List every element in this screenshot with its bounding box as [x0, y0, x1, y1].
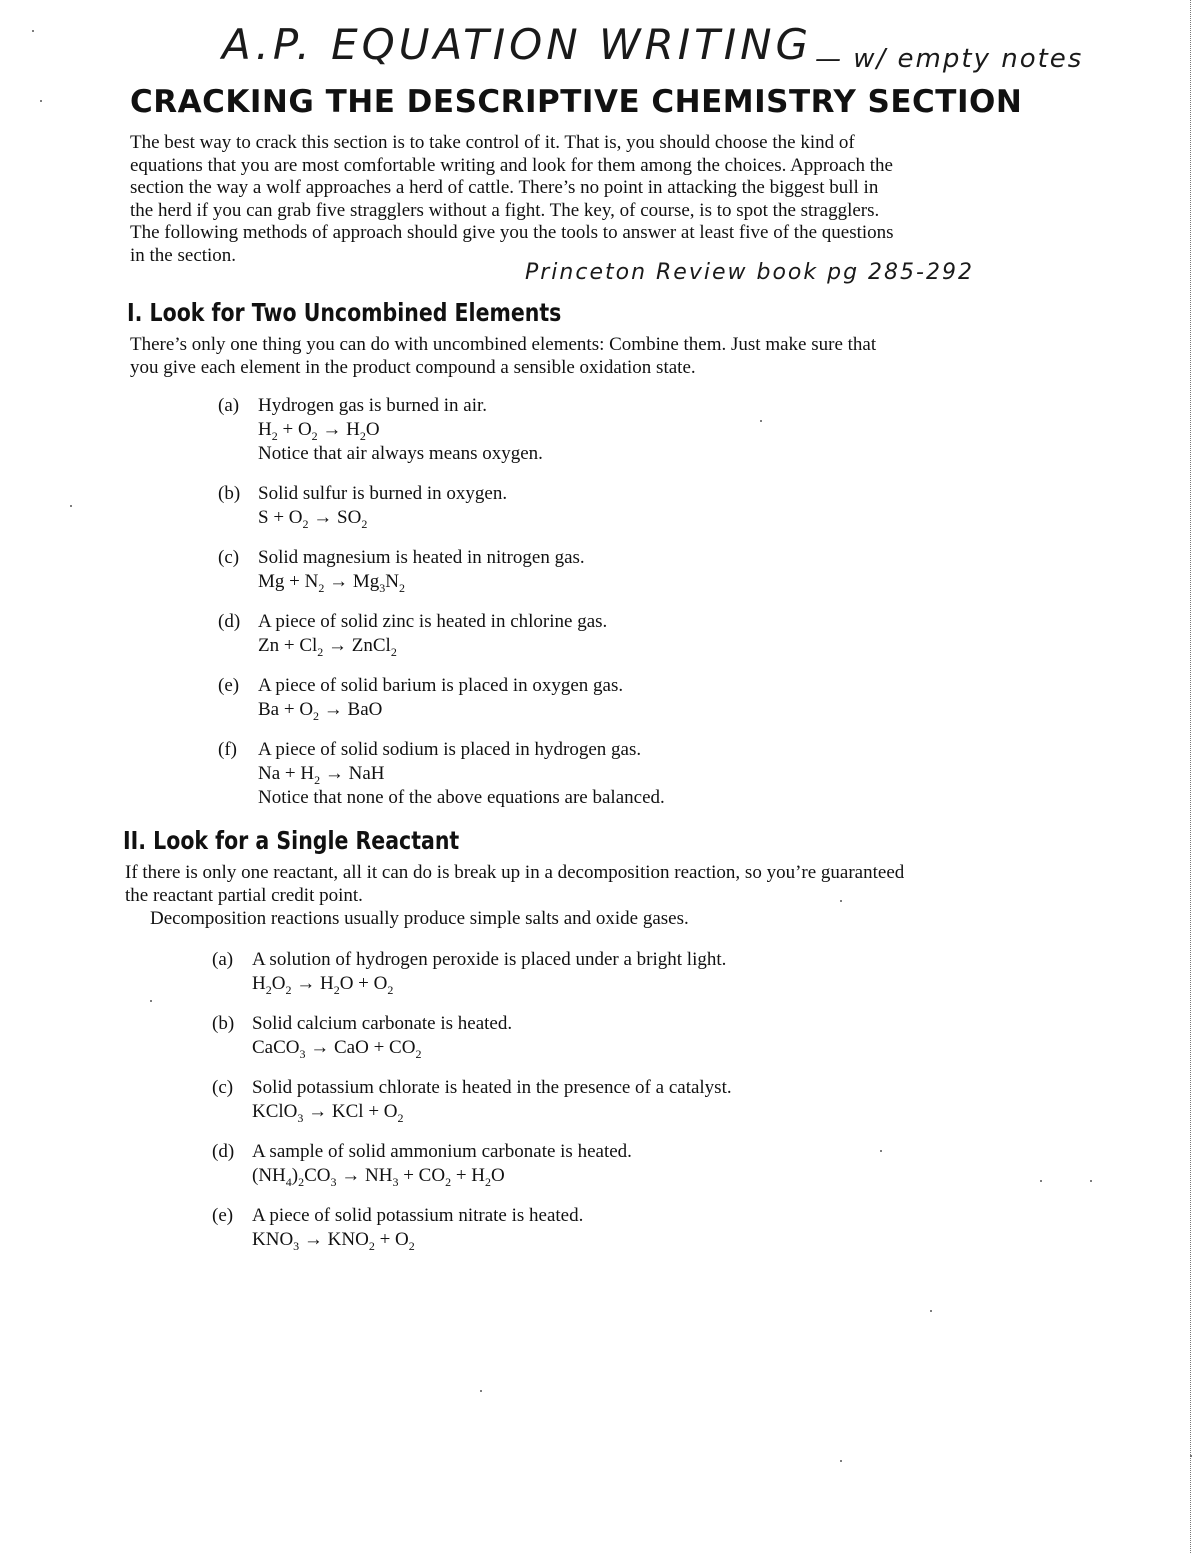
scan-speck	[40, 100, 42, 102]
item-body	[258, 482, 507, 530]
item-label: (c)	[212, 1077, 234, 1098]
item-description: A piece of solid zinc is heated in chlorine gas.	[258, 611, 608, 632]
item-body	[258, 394, 543, 466]
item-label: (e)	[218, 675, 240, 696]
section-1-heading: I. Look for Two Uncombined Elements	[127, 298, 562, 327]
handwritten-page-reference: Princeton Review book pg 285-292	[525, 260, 974, 285]
item-note: Notice that none of the above equations are balanced.	[258, 787, 665, 808]
item-body	[258, 674, 623, 722]
item-description: Solid magnesium is heated in nitrogen gas.	[258, 547, 585, 568]
item-body	[252, 1076, 732, 1124]
item-body	[258, 738, 665, 810]
scan-speck	[150, 1000, 152, 1002]
item-body	[252, 1140, 632, 1188]
item-body	[258, 546, 585, 594]
chemical-equation: $Ba + O_2$ → BaO	[258, 699, 383, 723]
intro-line: section the way a wolf approaches a herd of cattle. There’s no point in attacking the biggest bull in	[130, 177, 879, 198]
item-label: (b)	[218, 483, 241, 504]
item-description: Solid sulfur is burned in oxygen.	[258, 483, 508, 504]
item-note: Notice that air always means oxygen.	[258, 443, 543, 464]
page-title: CRACKING THE DESCRIPTIVE CHEMISTRY SECTION	[130, 84, 1023, 120]
scan-margin-artifact	[1190, 0, 1194, 1553]
section-2-line: If there is only one reactant, all it can do is break up in a decomposition reaction, so you’re guaranteed	[125, 862, 905, 883]
handwritten-note: — w/ empty notes	[815, 44, 1084, 74]
scan-speck	[1040, 1180, 1042, 1182]
intro-line: The following methods of approach should give you the tools to answer at least five of the questions	[130, 222, 894, 243]
intro-paragraph	[130, 132, 990, 267]
section-2-text	[125, 862, 904, 907]
section-2-text-2: Decomposition reactions usually produce simple salts and oxide gases.	[150, 908, 689, 929]
section-1-text	[130, 334, 876, 379]
item-description: A piece of solid potassium nitrate is heated.	[252, 1205, 584, 1226]
item-label: (c)	[218, 547, 240, 568]
chemical-equation: $Zn + Cl_2$ → ZnCl$_2$	[258, 635, 397, 659]
intro-line: in the section.	[130, 244, 237, 266]
chemical-equation: $KNO_3 \to KNO_2 + O_2$	[252, 1229, 415, 1253]
scan-speck	[840, 900, 842, 902]
intro-line: equations that you are most comfortable writing and look for them among the choices. Approach the	[130, 154, 893, 176]
chemical-equation: KClO$_3$ → KCl + $O_2$	[252, 1101, 404, 1125]
item-body	[252, 948, 726, 996]
scan-speck	[1190, 1455, 1192, 1457]
item-body	[252, 1012, 512, 1060]
item-body	[258, 610, 607, 658]
item-description: A sample of solid ammonium carbonate is heated.	[252, 1141, 632, 1162]
item-description: A piece of solid barium is placed in oxygen gas.	[258, 675, 624, 696]
section-2-heading: II. Look for a Single Reactant	[123, 826, 460, 855]
scan-speck	[840, 1460, 842, 1462]
section-1-line: There’s only one thing you can do with uncombined elements: Combine them. Just make sure that	[130, 334, 877, 355]
section-2-line: the reactant partial credit point.	[125, 884, 363, 906]
item-description: Hydrogen gas is burned in air.	[258, 395, 488, 416]
item-label: (a)	[212, 949, 234, 970]
intro-line: The best way to crack this section is to take control of it. That is, you should choose the kind of	[130, 132, 855, 153]
scan-speck	[880, 1150, 882, 1152]
chemical-equation: $Na + H_2$ → NaH	[258, 763, 385, 787]
item-description: Solid calcium carbonate is heated.	[252, 1013, 513, 1034]
item-label: (a)	[218, 395, 240, 416]
chemical-equation: $H_2O_2 \to H_2O + O_2$	[252, 973, 394, 997]
chemical-equation: $S + O_2 \to SO_2$	[258, 507, 368, 531]
item-body	[252, 1204, 583, 1252]
scan-speck	[480, 1390, 482, 1392]
chemical-equation: $(NH_4)_2CO_3 \to NH_3 + CO_2 + H_2O$	[252, 1165, 505, 1189]
chemical-equation: $H_2 + O_2 \to H_2O$	[258, 419, 380, 443]
chemical-equation: CaCO$_3$ → CaO + $CO_2$	[252, 1037, 422, 1061]
scan-speck	[1090, 1180, 1092, 1182]
handwritten-title: A.P. EQUATION WRITING	[222, 20, 813, 69]
item-label: (d)	[212, 1141, 235, 1162]
intro-line: the herd if you can grab five stragglers without a fight. The key, of course, is to spot the stragglers.	[130, 199, 880, 221]
item-description: A solution of hydrogen peroxide is placed under a bright light.	[252, 949, 727, 970]
item-label: (e)	[212, 1205, 234, 1226]
item-label: (b)	[212, 1013, 235, 1034]
section-1-line: you give each element in the product compound a sensible oxidation state.	[130, 356, 696, 378]
item-description: Solid potassium chlorate is heated in the presence of a catalyst.	[252, 1077, 732, 1098]
chemical-equation: $Mg + N_2 \to Mg_3N_2$	[258, 571, 405, 595]
item-label: (d)	[218, 611, 241, 632]
scan-speck	[930, 1310, 932, 1312]
scan-speck	[70, 505, 72, 507]
scan-speck	[760, 420, 762, 422]
item-description: A piece of solid sodium is placed in hydrogen gas.	[258, 739, 642, 760]
item-label: (f)	[218, 739, 237, 760]
scan-speck	[32, 30, 34, 32]
